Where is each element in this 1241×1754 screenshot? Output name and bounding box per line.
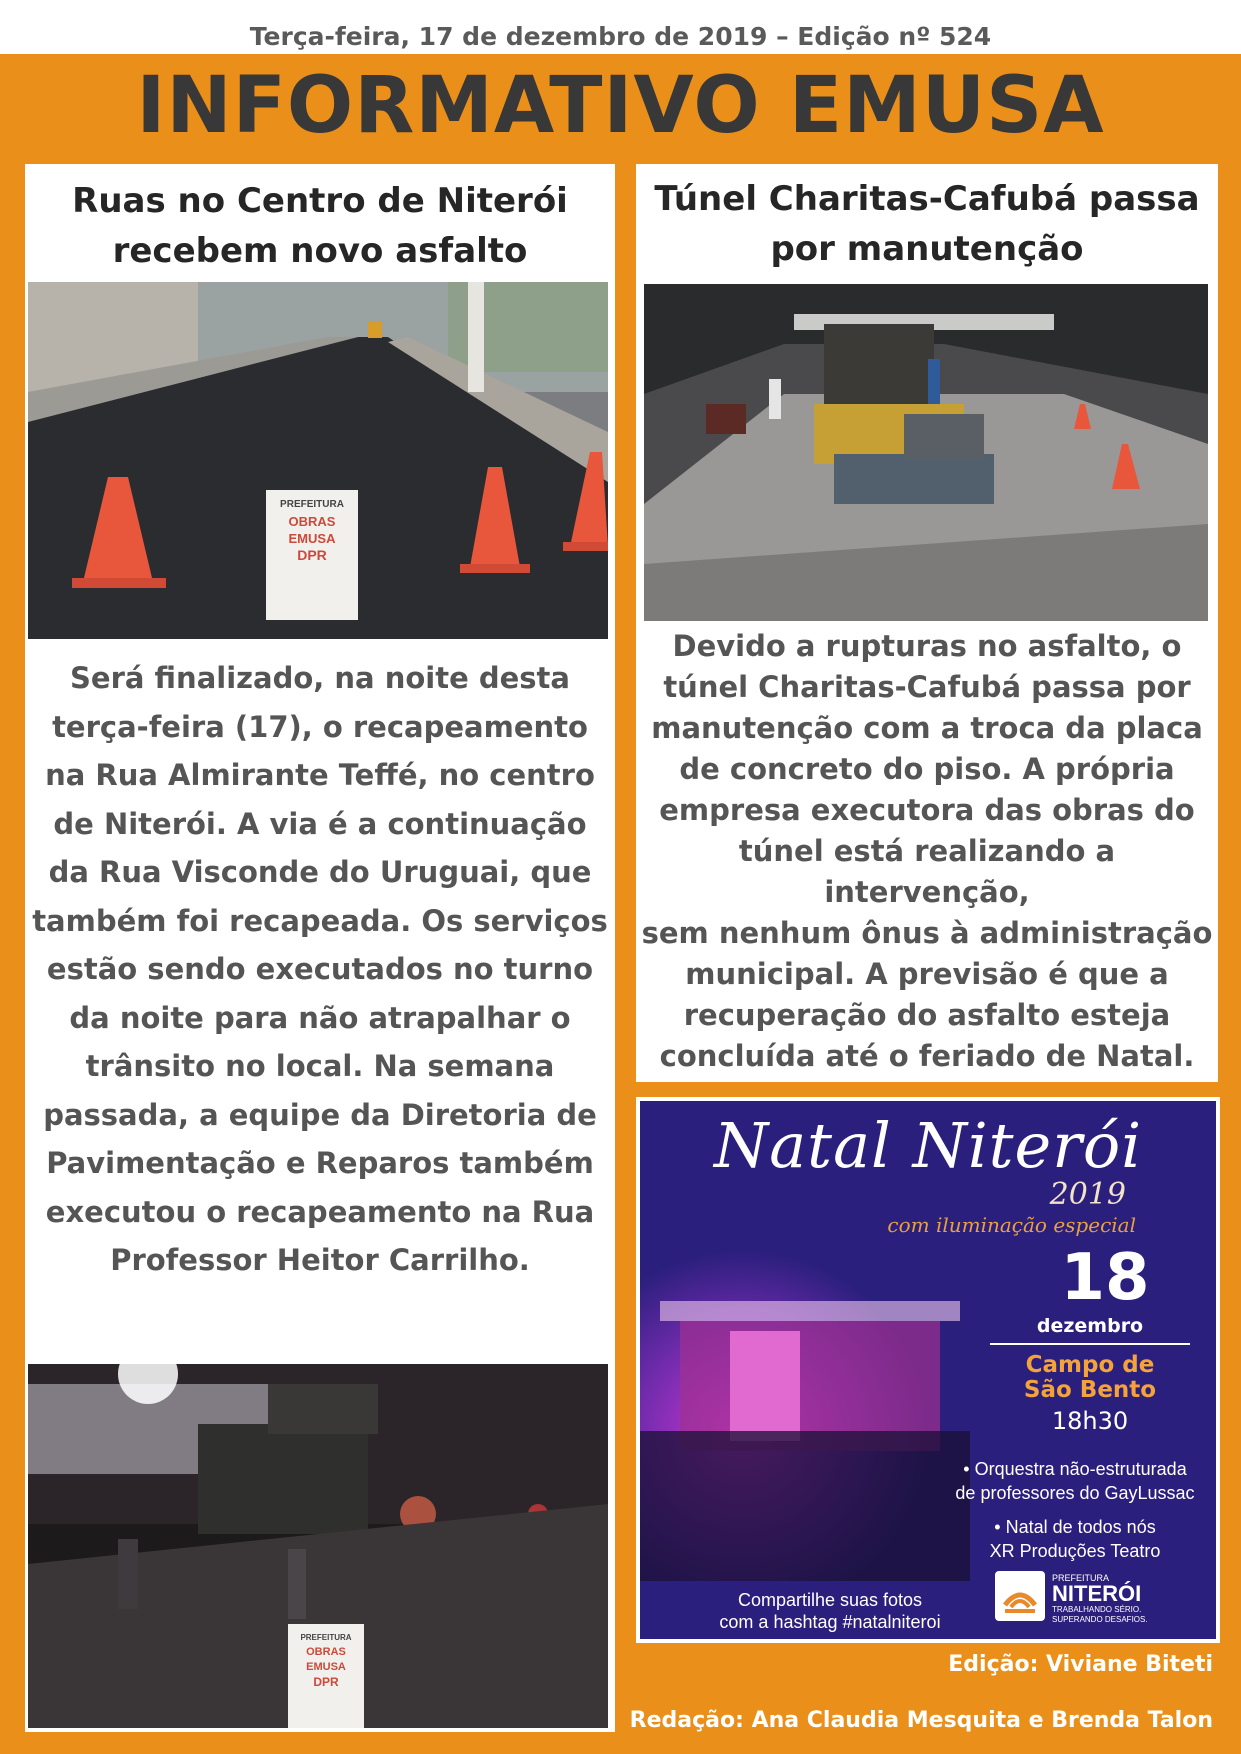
poster-item1-line2: de professores do GayLussac <box>955 1483 1195 1503</box>
poster-place <box>980 1353 1200 1403</box>
poster-day: 18 <box>1060 1241 1150 1315</box>
poster-place-line1: Campo de <box>1025 1352 1155 1378</box>
right-body-line: de concreto do piso. A própria <box>679 752 1175 786</box>
left-body-line: terça-feira (17), o recapeamento <box>52 709 588 744</box>
right-article-title-line1: Túnel Charitas-Cafubá passa <box>654 179 1200 219</box>
tunnel-photo <box>644 284 1208 621</box>
right-body-line: municipal. A previsão é que a <box>685 957 1169 991</box>
night-sign-line2: OBRAS <box>306 1646 346 1658</box>
left-body-line: Será finalizado, na noite desta <box>70 661 570 695</box>
poster-item1-line1: • Orquestra não-estruturada <box>963 1459 1187 1479</box>
left-body-line: passada, a equipe da Diretoria de <box>43 1097 597 1132</box>
right-body-line: túnel Charitas-Cafubá passa por <box>663 670 1191 704</box>
sign-line1: PREFEITURA <box>280 499 344 510</box>
poster-hashtag <box>680 1589 980 1633</box>
poster-month: dezembro <box>1036 1315 1144 1337</box>
niteroi-logo-text <box>1052 1573 1148 1625</box>
poster-divider <box>990 1343 1190 1345</box>
poster-hashtag-line1: Compartilhe suas fotos <box>737 1590 923 1610</box>
night-sign-line4: DPR <box>313 1675 339 1689</box>
logo-tagline1: TRABALHANDO SÉRIO. <box>1052 1605 1142 1614</box>
right-body-line: recuperação do asfalto esteja <box>683 998 1171 1032</box>
left-body-line: Pavimentação e Reparos também <box>46 1146 594 1180</box>
poster-item2-line2: XR Produções Teatro <box>989 1541 1161 1561</box>
dateline: Terça-feira, 17 de dezembro de 2019 – Edição nº 524 <box>249 22 992 51</box>
left-body-line: da noite para não atrapalhar o <box>69 1000 571 1035</box>
left-article-title-line1: Ruas no Centro de Niterói <box>72 181 568 221</box>
writing-credit: Redação: Ana Claudia Mesquita e Brenda Talon <box>629 1708 1213 1733</box>
left-body-line: de Niterói. A via é a continuação <box>53 806 587 841</box>
masthead-title: INFORMATIVO EMUSA <box>136 61 1105 151</box>
left-body-line: da Rua Visconde do Uruguai, que <box>48 855 592 889</box>
left-body-line: na Rua Almirante Teffé, no centro <box>45 758 595 792</box>
poster-place-line2: São Bento <box>1023 1377 1157 1403</box>
edition-credit: Edição: Viviane Biteti <box>948 1652 1213 1677</box>
left-body-line: executou o recapeamento na Rua <box>45 1194 595 1229</box>
right-body-line: concluída até o feriado de Natal. <box>659 1039 1195 1073</box>
poster-subtitle: com iluminação especial <box>887 1213 1136 1237</box>
logo-small: PREFEITURA <box>1052 1573 1110 1583</box>
right-article-body <box>636 626 1218 1077</box>
left-body-line: trânsito no local. Na semana <box>85 1049 555 1083</box>
night-sign-line1: PREFEITURA <box>300 1633 352 1642</box>
poster-time: 18h30 <box>1051 1407 1129 1435</box>
niteroi-logo-icon <box>995 1571 1045 1621</box>
natal-niteroi-poster <box>636 1097 1220 1643</box>
left-article-body <box>25 654 615 1285</box>
left-article-title-line2: recebem novo asfalto <box>112 231 528 271</box>
poster-year: 2019 <box>1049 1177 1126 1212</box>
right-body-line: túnel está realizando a intervenção, <box>738 834 1116 909</box>
asphalt-night-photo <box>28 1364 608 1728</box>
left-article <box>25 164 615 1732</box>
right-article <box>636 164 1218 1082</box>
right-body-line: manutenção com a troca da placa <box>651 711 1203 745</box>
poster-hashtag-line2: com a hashtag #natalniteroi <box>719 1612 941 1632</box>
dateline-bar <box>0 0 1241 57</box>
poster-item-theatre <box>940 1515 1210 1563</box>
right-body-line: Devido a rupturas no asfalto, o <box>672 629 1182 663</box>
sign-line4: DPR <box>297 547 327 563</box>
right-body-line: empresa executora das obras do <box>659 793 1195 827</box>
left-body-line: Professor Heitor Carrilho. <box>110 1243 530 1277</box>
poster-title: Natal Niterói <box>713 1109 1143 1182</box>
poster-item-orchestra <box>940 1457 1210 1505</box>
left-body-line: estão sendo executados no turno <box>46 952 594 986</box>
logo-name: NITERÓI <box>1052 1581 1142 1606</box>
left-body-line: também foi recapeada. Os serviços <box>32 903 608 938</box>
sign-line2: OBRAS <box>288 514 336 529</box>
sign-line3: EMUSA <box>288 531 336 546</box>
logo-tagline2: SUPERANDO DESAFIOS. <box>1052 1615 1148 1624</box>
asphalt-day-photo <box>28 282 608 639</box>
poster-item2-line1: • Natal de todos nós <box>994 1517 1156 1537</box>
night-sign-line3: EMUSA <box>306 1661 346 1673</box>
right-body-line: sem nenhum ônus à administração <box>641 916 1213 950</box>
right-article-title-line2: por manutenção <box>770 229 1084 269</box>
